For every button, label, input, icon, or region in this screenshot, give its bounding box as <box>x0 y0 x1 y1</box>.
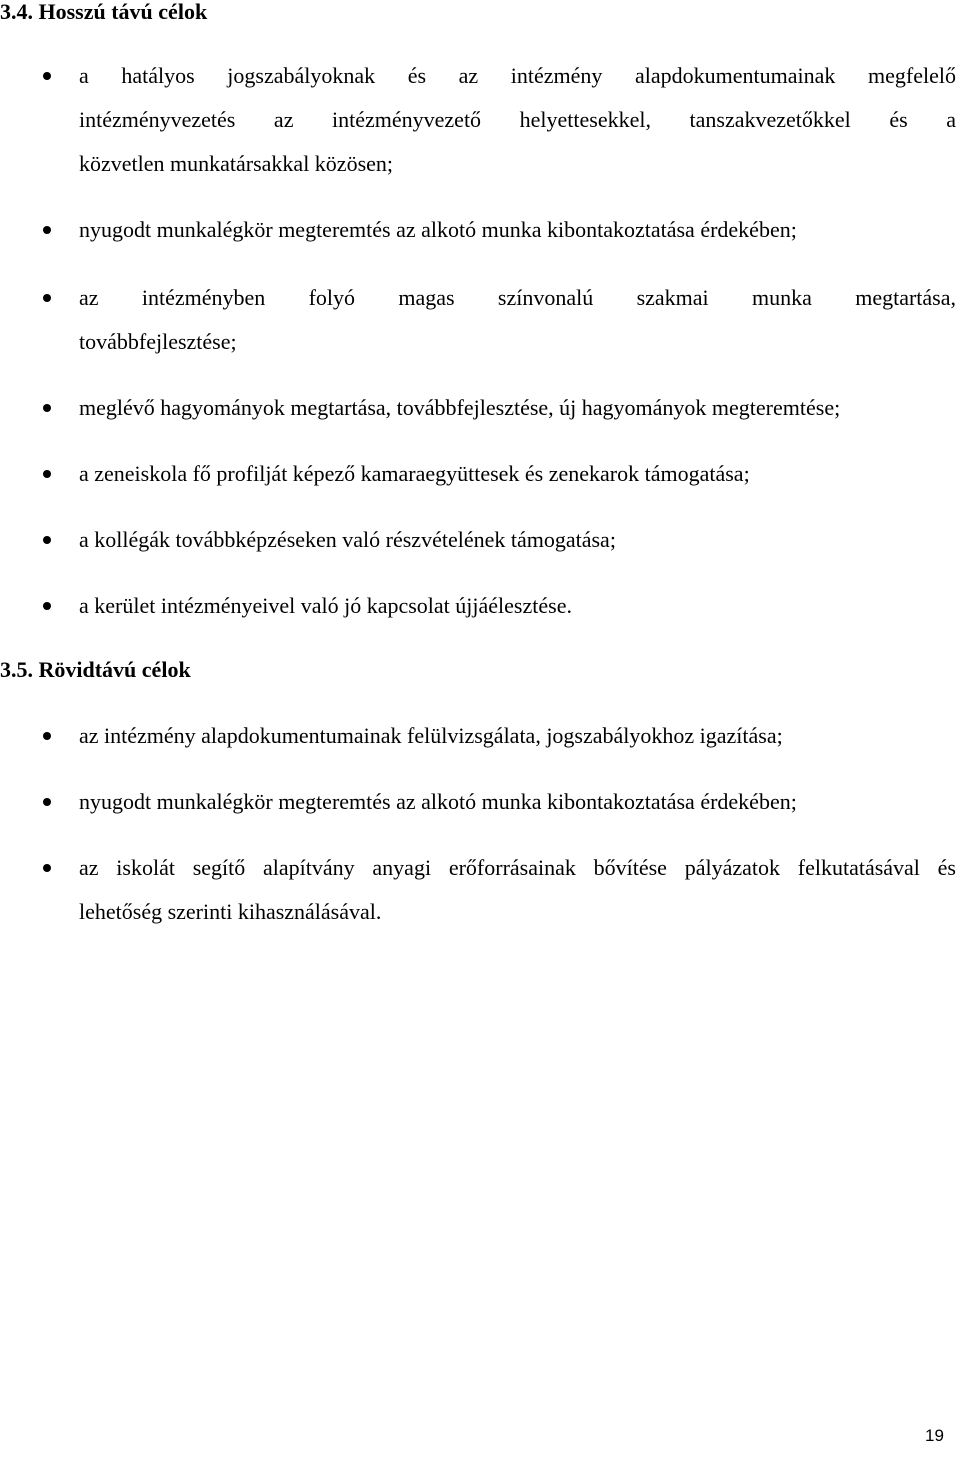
list-item-text <box>79 518 956 562</box>
list-item <box>79 846 956 934</box>
list-item-line: közvetlen munkatársakkal közösen; <box>79 151 394 176</box>
page-number: 19 <box>925 1426 944 1445</box>
list-item-text <box>79 780 956 824</box>
list-item <box>79 714 956 758</box>
list-item <box>79 208 956 252</box>
list-item-line: a zeneiskola fő profilját képező kamaraegyüttesek és zenekarok támogatása; <box>79 461 750 486</box>
list-item <box>79 584 956 628</box>
list-item-line: az intézmény alapdokumentumainak felülvizsgálata, jogszabályokhoz igazítása; <box>79 723 783 748</box>
bullet-icon <box>43 536 51 544</box>
list-item-text <box>79 846 956 934</box>
list-item-line: az iskolát segítő alapítvány anyagi erőforrásainak bővítése pályázatok felkutatásával és <box>79 855 956 880</box>
list-item-text <box>79 452 956 496</box>
list-item-text <box>79 584 956 628</box>
list-item-line: a kerület intézményeivel való jó kapcsolat újjáélesztése. <box>79 593 572 618</box>
bullet-icon <box>43 798 51 806</box>
list-item <box>79 518 956 562</box>
bullet-icon <box>43 602 51 610</box>
section-title-long-term-goals: 3.4. Hosszú távú célok <box>0 0 208 24</box>
list-item <box>79 276 956 364</box>
list-item-text <box>79 54 956 186</box>
bullet-icon <box>43 226 51 234</box>
bullet-icon <box>43 72 51 80</box>
list-item <box>79 54 956 186</box>
list-item-line: a hatályos jogszabályoknak és az intézmény alapdokumentumainak megfelelő <box>79 63 956 88</box>
list-item-text <box>79 714 956 758</box>
list-item-line: továbbfejlesztése; <box>79 329 237 354</box>
bullet-icon <box>43 470 51 478</box>
list-item <box>79 452 956 496</box>
bullet-icon <box>43 294 51 302</box>
list-item-line: nyugodt munkalégkör megteremtés az alkotó munka kibontakoztatása érdekében; <box>79 789 797 814</box>
list-item-text <box>79 386 956 430</box>
list-item <box>79 780 956 824</box>
list-item <box>79 386 956 430</box>
bullet-icon <box>43 732 51 740</box>
list-item-line: nyugodt munkalégkör megteremtés az alkotó munka kibontakoztatása érdekében; <box>79 217 797 242</box>
bullet-icon <box>43 864 51 872</box>
list-item-text <box>79 276 956 364</box>
section-title-short-term-goals: 3.5. Rövidtávú célok <box>0 657 191 682</box>
list-item-line: meglévő hagyományok megtartása, továbbfejlesztése, új hagyományok megteremtése; <box>79 395 841 420</box>
list-item-line: az intézményben folyó magas színvonalú szakmai munka megtartása, <box>79 285 956 310</box>
list-item-line: a kollégák továbbképzéseken való részvételének támogatása; <box>79 527 616 552</box>
list-item-line: lehetőség szerinti kihasználásával. <box>79 899 382 924</box>
bullet-icon <box>43 404 51 412</box>
list-item-line: intézményvezetés az intézményvezető helyettesekkel, tanszakvezetőkkel és a <box>79 107 956 132</box>
list-item-text <box>79 208 956 252</box>
